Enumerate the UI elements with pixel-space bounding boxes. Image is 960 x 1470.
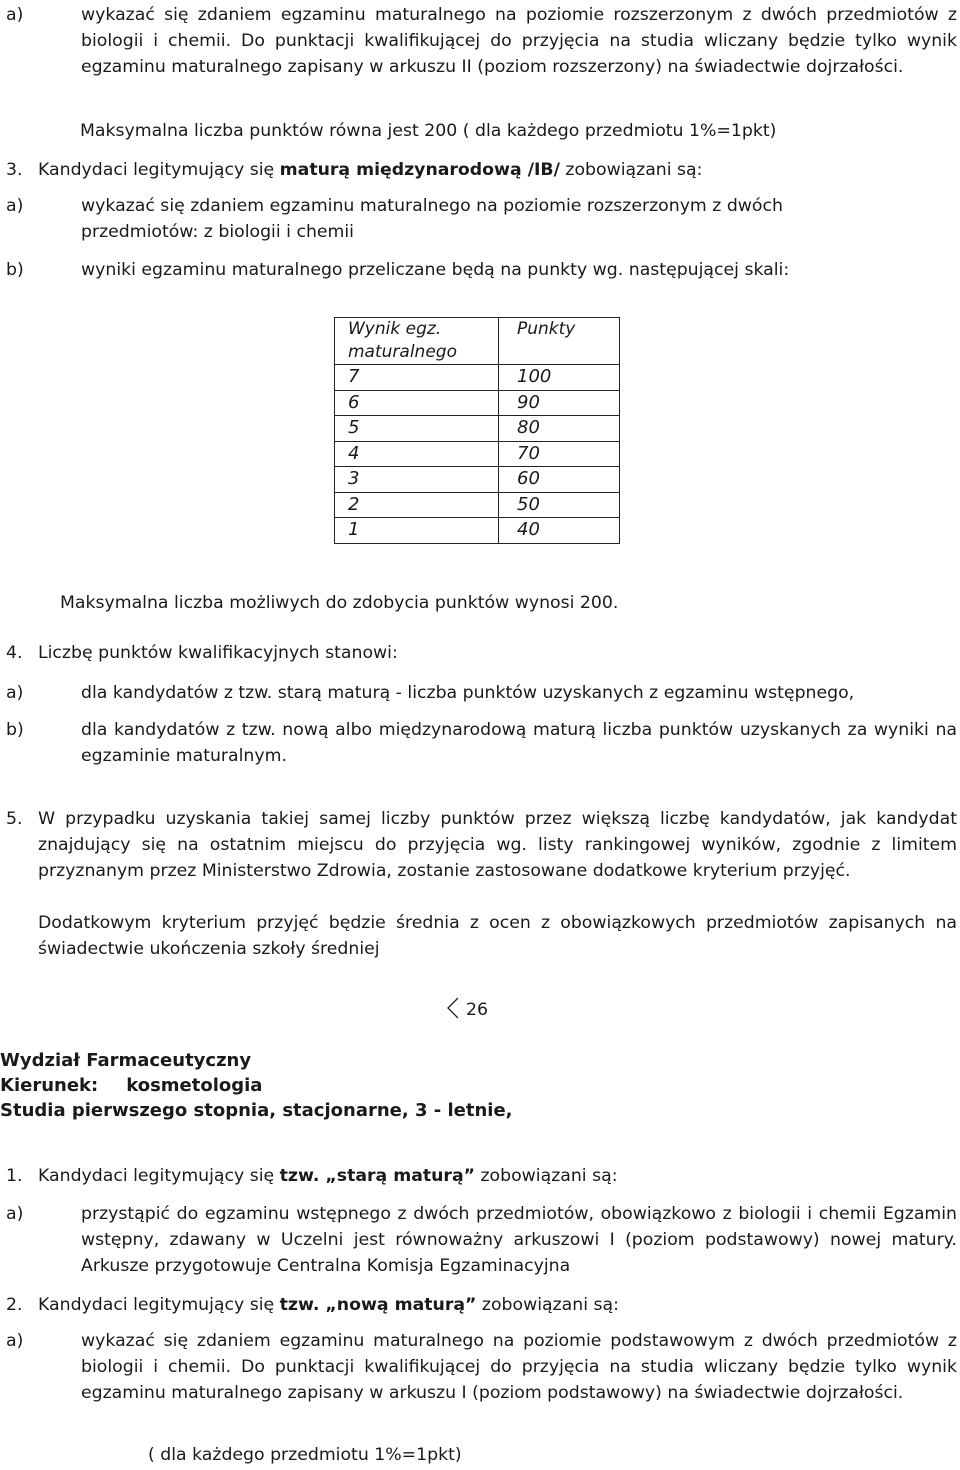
table-header-result: Wynik egz. maturalnego <box>335 318 499 365</box>
table-cell-points: 40 <box>499 518 620 544</box>
table-row <box>335 518 620 544</box>
new-p1-pre: Kandydaci legitymujący się <box>38 1166 280 1186</box>
table-cell-result: 6 <box>335 390 499 416</box>
direction-label: Kierunek: <box>0 1075 99 1096</box>
table-cell-result: 7 <box>335 365 499 391</box>
new-p1-bold: tzw. „starą maturą” <box>279 1166 475 1186</box>
point4-a-text: dla kandydatów z tzw. starą maturą - liczba punktów uzyskanych z egzaminu wstępnego, <box>81 683 855 703</box>
point3-b-label: b) <box>6 260 24 280</box>
point3-b-text: wyniki egzaminu maturalnego przeliczane będą na punkty wg. następującej skali: <box>81 260 790 280</box>
point3-number: 3. <box>6 160 23 180</box>
table-cell-result: 4 <box>335 441 499 467</box>
new-p1-intro <box>38 1163 618 1189</box>
table-row <box>335 467 620 493</box>
page-number: 26 <box>466 1000 488 1020</box>
table-row <box>335 416 620 442</box>
table-cell-result: 3 <box>335 467 499 493</box>
point3-intro-pre: Kandydaci legitymujący się <box>38 160 280 180</box>
new-p2-a-label: a) <box>6 1331 24 1351</box>
new-p2-pre: Kandydaci legitymujący się <box>38 1295 280 1315</box>
new-p1-a-text: przystąpić do egzaminu wstępnego z dwóch przedmiotów, obowiązkowo z biologii i chemii Egzamin wstępny, zdawany w Uczelni jest równoważny arkuszowi I (poziom podstawowy) nowej matury. Arkusze przygotowuje Centralna Komisja Egzaminacyjna <box>81 1204 957 1276</box>
table-cell-points: 50 <box>499 492 620 518</box>
direction-line <box>0 1073 262 1098</box>
point4-b-text: dla kandydatów z tzw. nową albo międzynarodową maturą liczba punktów uzyskanych za wyniki na egzaminie maturalnym. <box>81 720 957 766</box>
new-p1-post: zobowiązani są: <box>474 1166 618 1186</box>
table-cell-points: 60 <box>499 467 620 493</box>
point3-intro-bold: maturą międzynarodową /IB/ <box>279 160 560 180</box>
new-p1-number: 1. <box>6 1166 23 1186</box>
max-points-note: Maksymalna liczba punktów równa jest 200 ( dla każdego przedmiotu 1%=1pkt) <box>80 121 777 141</box>
table-header-points: Punkty <box>499 318 620 365</box>
table-cell-points: 90 <box>499 390 620 416</box>
table-cell-result: 5 <box>335 416 499 442</box>
conversion-table <box>334 317 620 544</box>
point4-b-label: b) <box>6 720 24 740</box>
point3-a-text: wykazać się zdaniem egzaminu maturalnego na poziomie rozszerzonym z dwóch przedmiotów: z biologii i chemii <box>81 196 783 242</box>
direction-value: kosmetologia <box>126 1075 263 1096</box>
new-p2-post: zobowiązani są: <box>476 1295 619 1315</box>
table-cell-points: 70 <box>499 441 620 467</box>
table-row <box>335 365 620 391</box>
new-p2-note: ( dla każdego przedmiotu 1%=1pkt) <box>148 1445 462 1465</box>
new-p2-intro <box>38 1292 619 1318</box>
new-p2-number: 2. <box>6 1295 23 1315</box>
point5-number: 5. <box>6 809 23 829</box>
point4-intro: Liczbę punktów kwalifikacyjnych stanowi: <box>38 643 398 663</box>
table-row <box>335 441 620 467</box>
item-a-label: a) <box>6 5 24 25</box>
point3-max-points: Maksymalna liczba możliwych do zdobycia punktów wynosi 200. <box>60 593 619 613</box>
point4-number: 4. <box>6 643 23 663</box>
table-row <box>335 390 620 416</box>
point4-a-label: a) <box>6 683 24 703</box>
point5-text: W przypadku uzyskania takiej samej liczby punktów przez większą liczbę kandydatów, jak kandydat znajdujący się na ostatnim miejscu do przyjęcia wg. listy rankingowej wyników, zgodnie z limitem przyznanym przez Ministerstwo Zdrowia, zostanie zastosowane dodatkowe kryterium przyjęć. <box>38 809 957 881</box>
point3-intro <box>38 157 702 183</box>
table-cell-result: 2 <box>335 492 499 518</box>
table-cell-points: 100 <box>499 365 620 391</box>
item-a-text: wykazać się zdaniem egzaminu maturalnego na poziomie rozszerzonym z dwóch przedmiotów z biologii i chemii. Do punktacji kwalifikującej do przyjęcia na studia wliczany będzie tylko wynik egzaminu maturalnego zapisany w arkuszu II (poziom rozszerzony) na świadectwie dojrzałości. <box>81 5 957 77</box>
new-p1-a-label: a) <box>6 1204 24 1224</box>
study-type: Studia pierwszego stopnia, stacjonarne, 3 - letnie, <box>0 1100 513 1121</box>
table-row <box>335 492 620 518</box>
page-number-bracket-icon <box>445 996 461 1022</box>
faculty-title: Wydział Farmaceutyczny <box>0 1050 252 1071</box>
table-cell-points: 80 <box>499 416 620 442</box>
point3-a-label: a) <box>6 196 24 216</box>
table-cell-result: 1 <box>335 518 499 544</box>
new-p2-bold: tzw. „nową maturą” <box>279 1295 477 1315</box>
point3-intro-post: zobowiązani są: <box>559 160 703 180</box>
point5-text2: Dodatkowym kryterium przyjęć będzie średnia z ocen z obowiązkowych przedmiotów zapisanych na świadectwie ukończenia szkoły średniej <box>38 913 957 959</box>
new-p2-a-text: wykazać się zdaniem egzaminu maturalnego na poziomie podstawowym z dwóch przedmiotów z biologii i chemii. Do punktacji kwalifikującej do przyjęcia na studia wliczany będzie tylko wynik egzaminu maturalnego zapisany w arkuszu I (poziom podstawowy) na świadectwie dojrzałości. <box>81 1331 957 1403</box>
table-header-row <box>335 318 620 365</box>
